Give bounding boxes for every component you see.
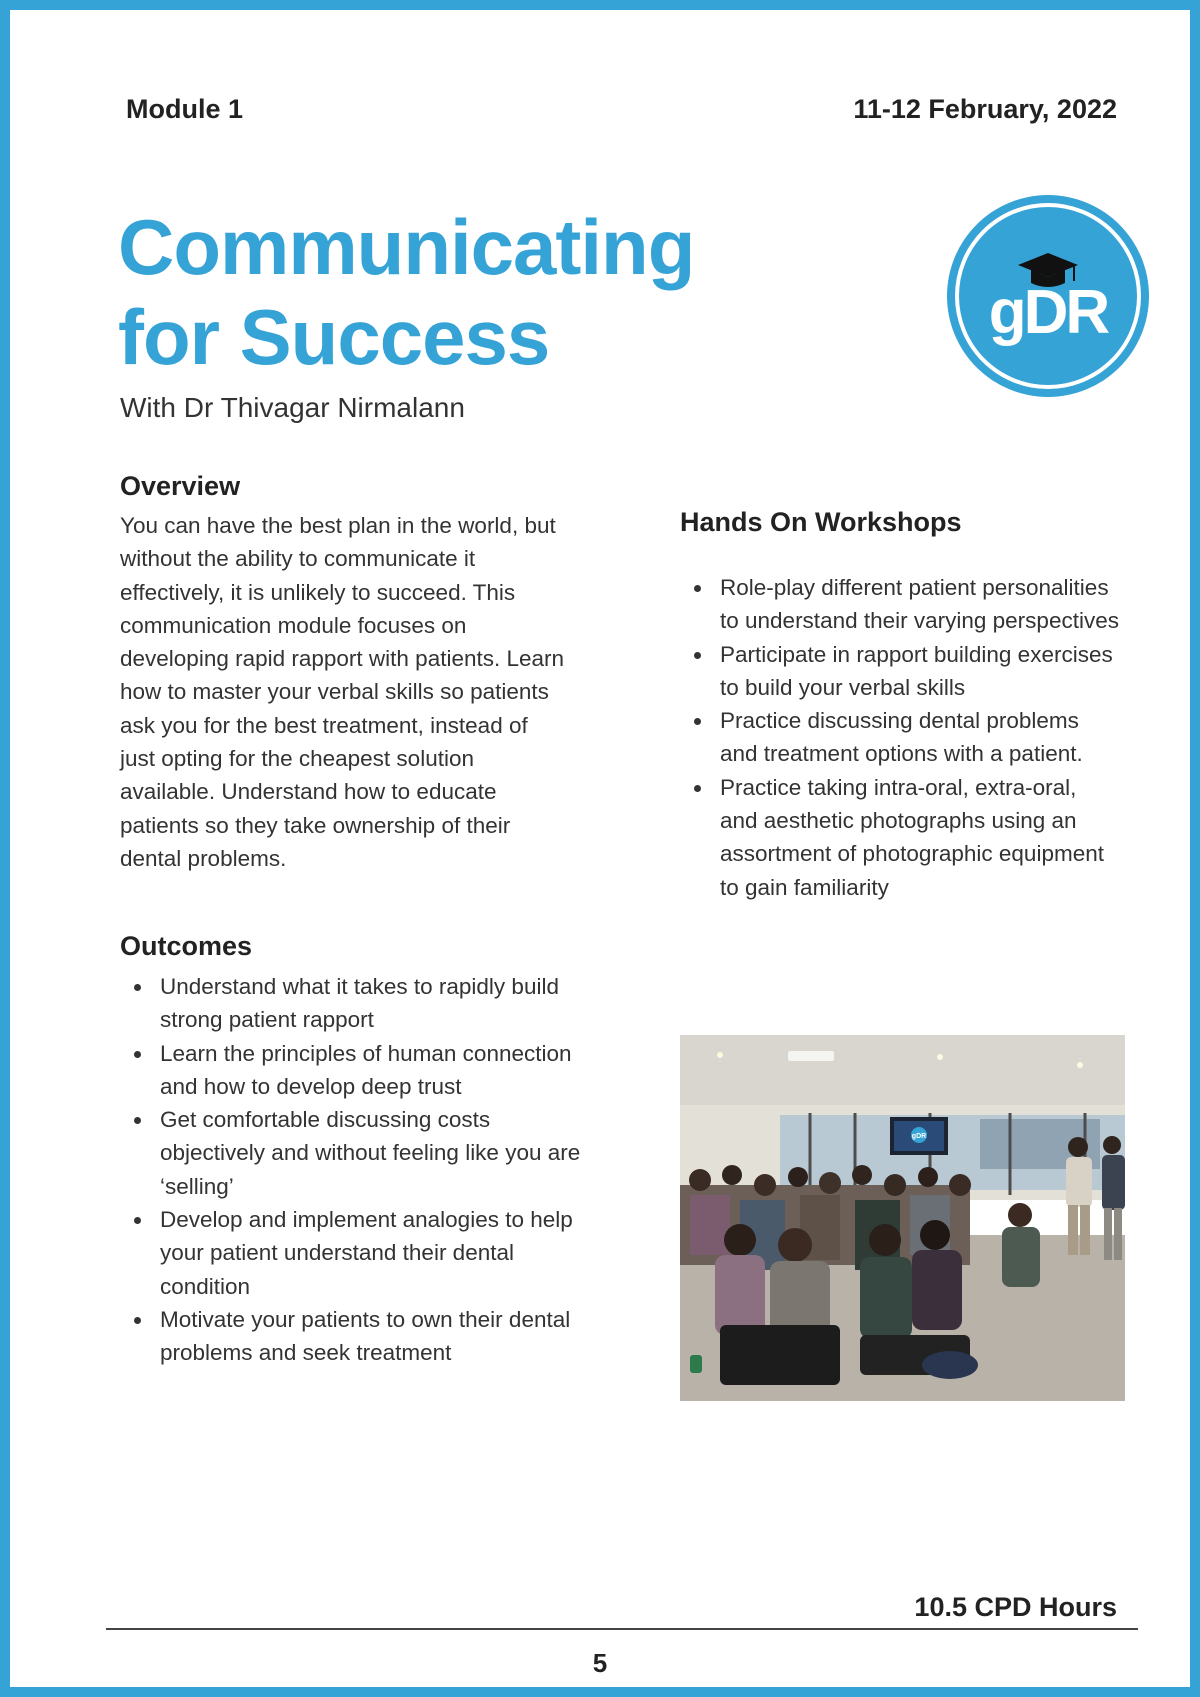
outcome-item: Get comfortable discussing costs objectively and without feeling like you are ‘selling’ — [120, 1103, 590, 1203]
gdr-logo — [947, 195, 1149, 397]
workshop-item: Practice discussing dental problems and treatment options with a patient. — [680, 704, 1120, 771]
screen-logo-text: gDR — [911, 1133, 927, 1140]
footer-divider — [106, 1628, 1138, 1630]
cpd-hours: 10.5 CPD Hours — [914, 1592, 1117, 1622]
workshop-item: Role-play different patient personalities to understand their varying perspectives — [680, 571, 1120, 638]
overview-body: You can have the best plan in the world, but without the ability to communicate it effectively, it is unlikely to succeed. This communication module focuses on developing rapid rapport with patients. Learn how to master your verbal skills so patients ask you for the best treatment, instead of just opting for the cheapest solution available. Understand how to educate patients so they take ownership of their dental problems. — [120, 513, 565, 871]
workshops-list — [680, 571, 1120, 904]
presenter-subtitle: With Dr Thivagar Nirmalann — [120, 392, 465, 423]
outcomes-list — [120, 970, 590, 1370]
logo-text: gDR — [988, 278, 1108, 347]
workshops-heading: Hands On Workshops — [680, 507, 962, 537]
workshop-item: Participate in rapport building exercises to build your verbal skills — [680, 638, 1120, 705]
page-number: 5 — [592, 1648, 608, 1678]
event-date: 11-12 February, 2022 — [853, 94, 1117, 124]
outcome-item: Learn the principles of human connection and how to develop deep trust — [120, 1037, 590, 1104]
title-line-1: Communicating — [118, 203, 695, 291]
outcome-item: Understand what it takes to rapidly build strong patient rapport — [120, 970, 590, 1037]
outcome-item: Develop and implement analogies to help your patient understand their dental condition — [120, 1203, 590, 1303]
outcomes-heading: Outcomes — [120, 931, 253, 961]
overview-heading: Overview — [120, 471, 241, 501]
workshop-item: Practice taking intra-oral, extra-oral, and aesthetic photographs using an assortment of photographic equipment to gain familiarity — [680, 771, 1120, 904]
workshop-photo — [680, 1035, 1125, 1401]
page-title — [118, 202, 758, 382]
outcome-item: Motivate your patients to own their dental problems and seek treatment — [120, 1303, 590, 1370]
module-label: Module 1 — [126, 94, 244, 124]
title-line-2: for Success — [118, 293, 550, 381]
